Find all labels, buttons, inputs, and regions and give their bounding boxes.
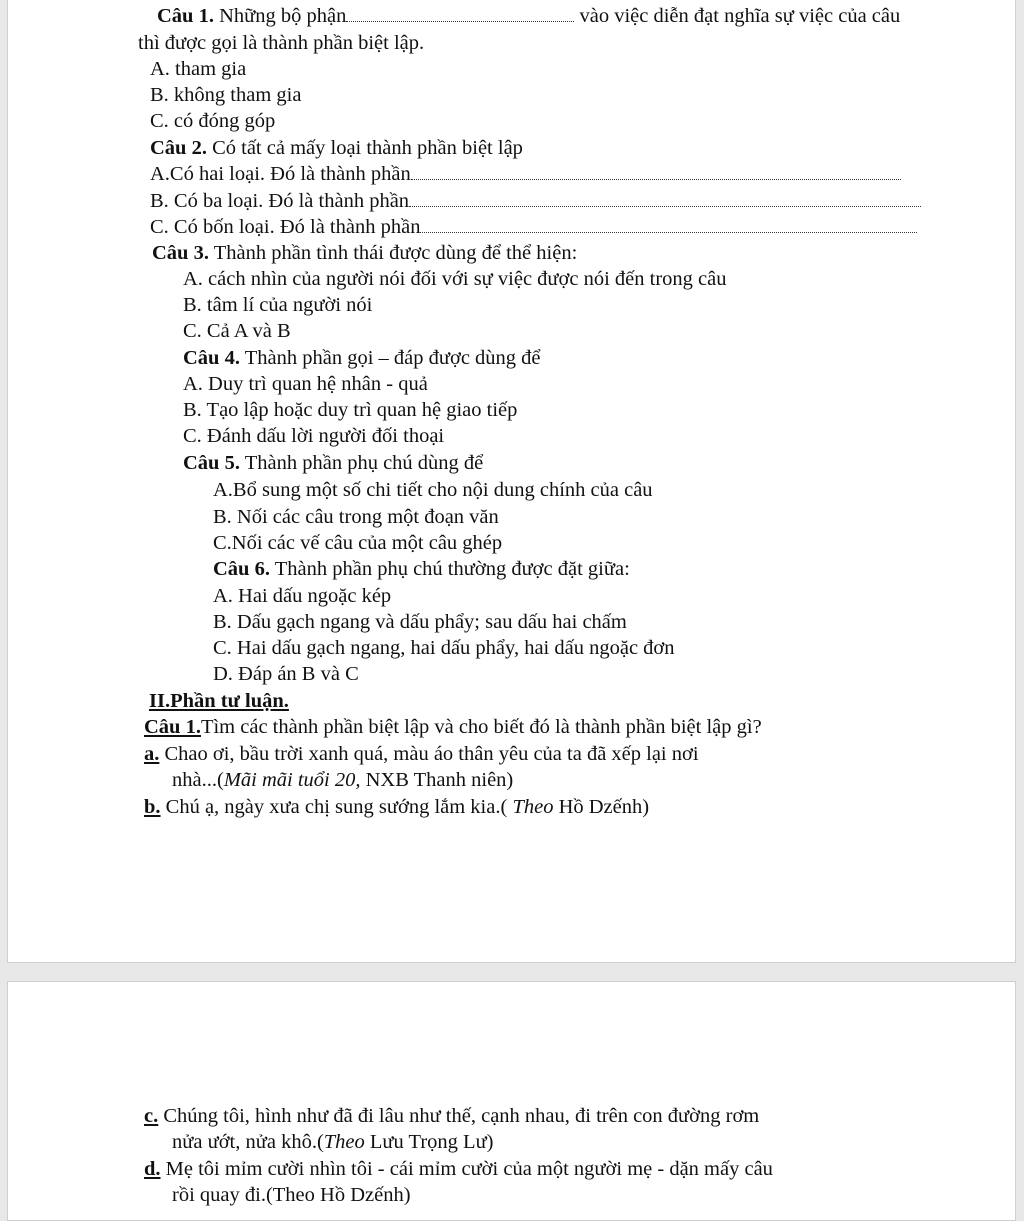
item-c-line1: Chúng tôi, hình như đã đi lâu như thế, cạnh nhau, đi trên con đường rơm <box>158 1105 760 1127</box>
q1-line2: thì được gọi là thành phần biệt lập. <box>138 32 425 54</box>
q6-option-a: A. Hai dấu ngoặc kép <box>213 585 392 607</box>
q5-option-b: B. Nối các câu trong một đoạn văn <box>213 506 499 528</box>
q2-option-a-blank <box>411 165 901 180</box>
q3-text: Thành phần tình thái được dùng để thể hiện: <box>208 242 578 264</box>
item-c-line2-b: Lưu Trọng Lư) <box>364 1131 494 1153</box>
item-b-text-a: Chú ạ, ngày xưa chị sung sướng lắm kia.( <box>160 796 513 818</box>
part2-item-a-line2 <box>172 768 513 792</box>
item-a-line2-a: nhà...( <box>172 769 224 791</box>
part2-heading-text: II.Phần tư luận. <box>149 690 289 712</box>
q2-option-c <box>150 215 917 239</box>
q1-text-b: vào việc diễn đạt nghĩa sự việc của câu <box>574 5 901 27</box>
q1-line <box>157 4 900 28</box>
q4-text: Thành phần gọi – đáp được dùng để <box>239 347 541 369</box>
q3-option-b: B. tâm lí của người nói <box>183 294 373 316</box>
q6-label: Câu 6. <box>213 558 270 580</box>
q1-label: Câu 1. <box>157 5 214 27</box>
item-a-marker: a. <box>144 743 160 765</box>
q5-option-a: A.Bổ sung một số chi tiết cho nội dung chính của câu <box>213 479 653 501</box>
q3-label: Câu 3. <box>152 242 209 264</box>
part2-item-c-line2 <box>172 1130 494 1154</box>
q2-option-a-text: A.Có hai loại. Đó là thành phần <box>150 163 411 185</box>
item-d-line1: Mẹ tôi mỉm cười nhìn tôi - cái mỉm cười của một người mẹ - dặn mấy câu <box>160 1158 773 1180</box>
item-c-marker: c. <box>144 1105 159 1127</box>
document-page-2 <box>7 981 1016 1221</box>
q6-option-c: C. Hai dấu gạch ngang, hai dấu phẩy, hai dấu ngoặc đơn <box>213 637 675 659</box>
q1-option-b: B. không tham gia <box>150 84 302 106</box>
q1-option-a: A. tham gia <box>150 58 247 80</box>
part2-item-b <box>144 795 649 819</box>
q4-option-a: A. Duy trì quan hệ nhân - quả <box>183 373 428 395</box>
q2-option-c-text: C. Có bốn loại. Đó là thành phần <box>150 216 421 238</box>
q4-option-b: B. Tạo lập hoặc duy trì quan hệ giao tiếp <box>183 399 518 421</box>
q2-line <box>150 136 523 160</box>
q6-line <box>213 557 630 581</box>
q2-option-a <box>150 162 901 186</box>
q5-text: Thành phần phụ chú dùng để <box>239 452 484 474</box>
part2-item-d-line2: rồi quay đi.(Theo Hồ Dzếnh) <box>172 1184 411 1206</box>
q5-label: Câu 5. <box>183 452 240 474</box>
part2-q1-line <box>144 715 762 739</box>
part2-heading <box>149 689 289 713</box>
item-b-text-b: Hồ Dzếnh) <box>553 796 650 818</box>
q1-option-c: C. có đóng góp <box>150 110 276 132</box>
q2-option-b <box>150 189 921 213</box>
q4-line <box>183 346 541 370</box>
q2-option-b-text: B. Có ba loại. Đó là thành phần <box>150 190 410 212</box>
q2-option-c-blank <box>420 218 917 233</box>
q6-option-d: D. Đáp án B và C <box>213 663 359 685</box>
q3-line <box>152 241 577 265</box>
item-a-line1: Chao ơi, bầu trời xanh quá, màu áo thân yêu của ta đã xếp lại nơi <box>159 743 699 765</box>
q3-option-a: A. cách nhìn của người nói đối với sự việc được nói đến trong câu <box>183 268 727 290</box>
q1-text-a: Những bộ phận <box>213 5 347 27</box>
q4-option-c: C. Đánh dấu lời người đối thoại <box>183 425 445 447</box>
part2-item-a <box>144 742 699 766</box>
item-b-marker: b. <box>144 796 161 818</box>
q4-label: Câu 4. <box>183 347 240 369</box>
item-c-line2-italic: Theo <box>323 1131 365 1153</box>
part2-q1-text: Tìm các thành phần biệt lập và cho biết đó là thành phần biệt lập gì? <box>200 716 762 738</box>
part2-q1-label: Câu 1. <box>144 716 201 738</box>
part2-item-d <box>144 1157 773 1181</box>
item-c-line2-a: nửa ướt, nửa khô.( <box>172 1131 324 1153</box>
q6-text: Thành phần phụ chú thường được đặt giữa: <box>269 558 630 580</box>
item-b-text-italic: Theo <box>512 796 554 818</box>
q6-option-b: B. Dấu gạch ngang và dấu phẩy; sau dấu hai chấm <box>213 611 627 633</box>
q2-option-b-blank <box>409 192 921 207</box>
q2-label: Câu 2. <box>150 137 207 159</box>
item-d-marker: d. <box>144 1158 161 1180</box>
q5-line <box>183 451 483 475</box>
q3-option-c: C. Cả A và B <box>183 320 291 342</box>
q2-text: Có tất cả mấy loại thành phần biệt lập <box>206 137 523 159</box>
part2-item-c <box>144 1104 759 1128</box>
q5-option-c: C.Nối các vế câu của một câu ghép <box>213 532 503 554</box>
q1-blank <box>346 7 574 22</box>
item-a-line2-italic: Mãi mãi tuổi 20, <box>223 769 361 791</box>
item-a-line2-b: NXB Thanh niên) <box>360 769 514 791</box>
